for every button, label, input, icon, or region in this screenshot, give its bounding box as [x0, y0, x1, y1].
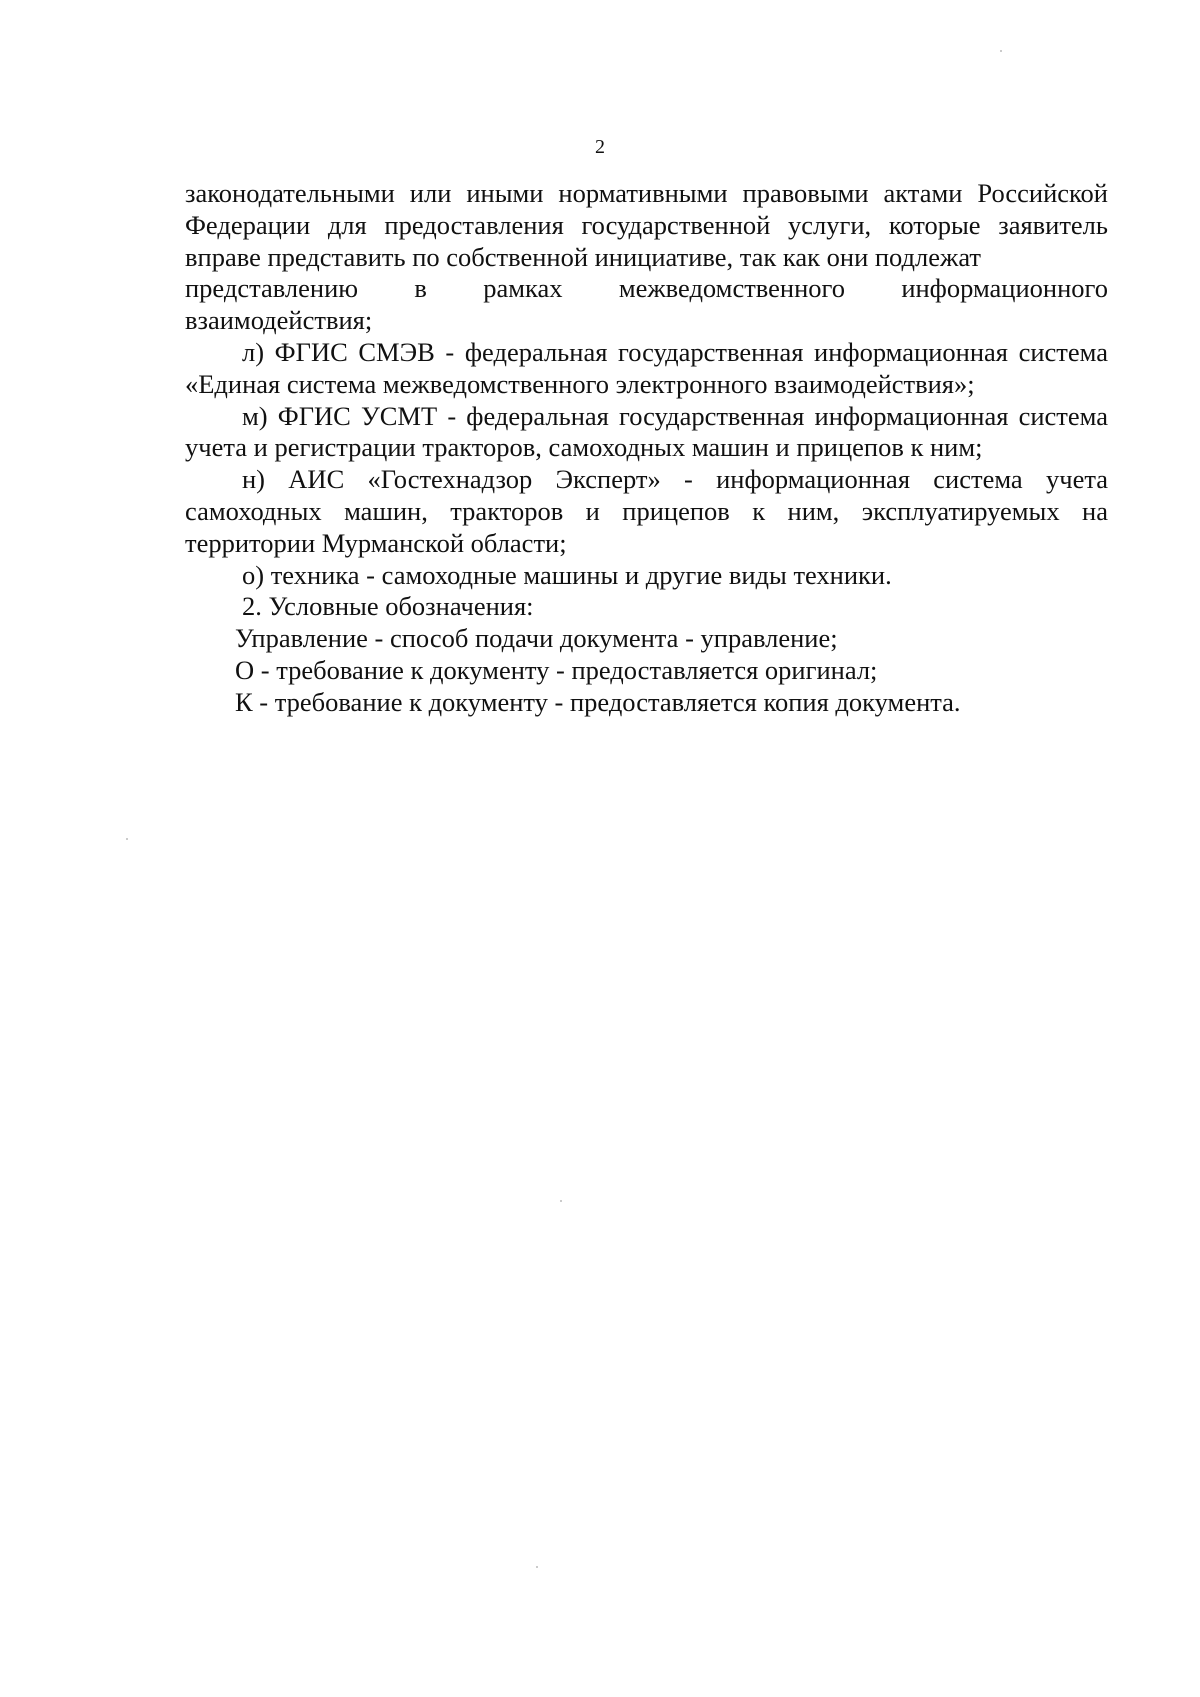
legend-item: Управление - способ подачи документа - управление; [235, 623, 838, 654]
paragraph-continuation: законодательными или иными нормативными правовыми актами Российской Федерации для предоставления государственной услуги, которые заявитель вправе представить по собственной инициативе, так как они подлежат [185, 178, 1108, 272]
paragraph-continuation-end: взаимодействия; [185, 305, 373, 336]
paragraph-item-o: о) техника - самоходные машины и другие виды техники. [242, 559, 892, 590]
document-body [185, 178, 1108, 719]
paragraph-item-m: м) ФГИС УСМТ - федеральная государственная информационная система учета и регистрации тракторов, самоходных машин и прицепов к ним; [185, 400, 1108, 463]
scan-speck [560, 1200, 562, 1202]
scan-speck [126, 838, 128, 840]
scan-speck [1000, 50, 1002, 52]
paragraph-item-n: н) АИС «Гостехнадзор Эксперт» - информационная система учета самоходных машин, тракторов и прицепов к ним, эксплуатируемых на территории Мурманской области; [185, 464, 1108, 558]
legend-heading: 2. Условные обозначения: [242, 591, 534, 622]
scan-speck [536, 1566, 538, 1568]
legend-item: О - требование к документу - предоставляется оригинал; [235, 654, 878, 685]
legend-item: К - требование к документу - предоставляется копия документа. [235, 686, 961, 717]
page-number: 2 [595, 136, 605, 158]
paragraph-item-l: л) ФГИС СМЭВ - федеральная государственная информационная система «Единая система межведомственного электронного взаимодействия»; [185, 336, 1108, 399]
paragraph-continuation-line: представлению в рамках межведомственного информационного [185, 273, 1108, 304]
